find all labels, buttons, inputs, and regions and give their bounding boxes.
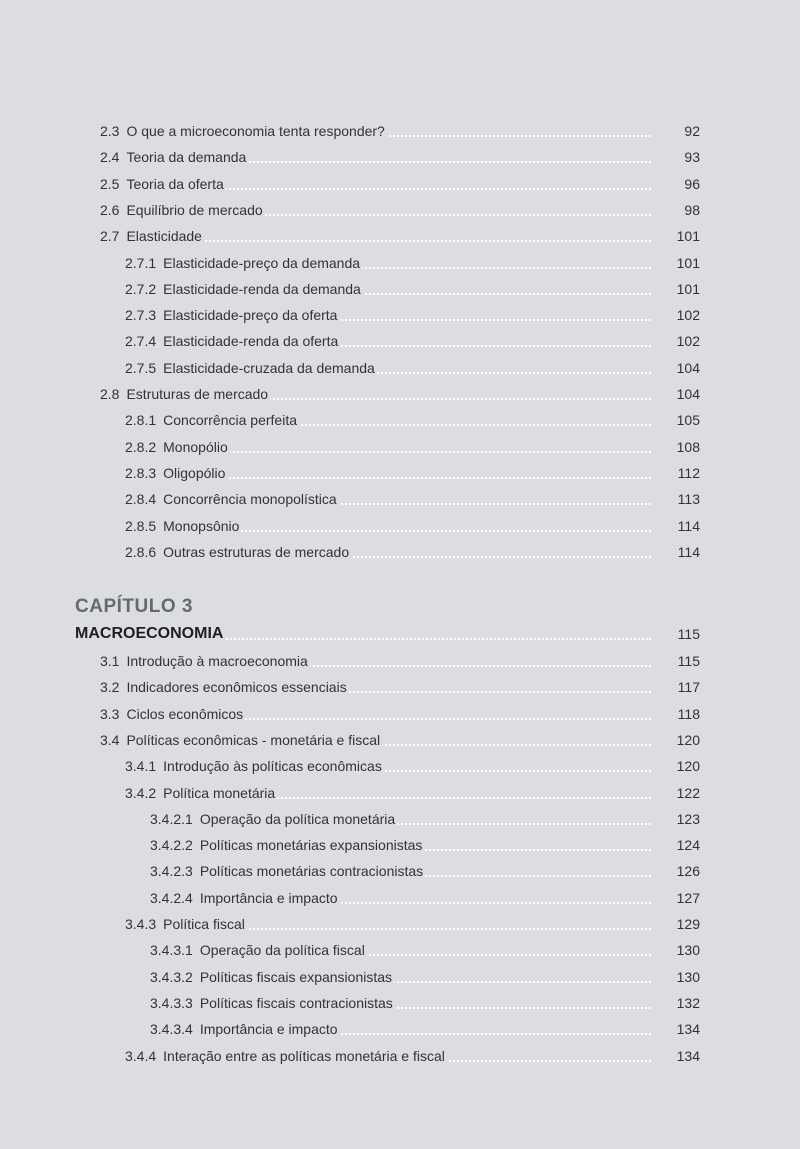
section-number: 3.4.2.4 bbox=[150, 889, 193, 906]
toc-entry-label bbox=[125, 488, 339, 510]
page-number: 132 bbox=[676, 994, 700, 1011]
section-title: Elasticidade-preço da demanda bbox=[163, 254, 361, 271]
section-title: Introdução às políticas econômicas bbox=[163, 758, 382, 775]
chapter-label: CAPÍTULO 3 bbox=[75, 596, 193, 617]
page-number: 98 bbox=[684, 201, 700, 218]
section-number: 2.4 bbox=[100, 149, 120, 166]
page-number: 101 bbox=[676, 254, 700, 271]
toc-entry[interactable] bbox=[0, 304, 800, 326]
section-number: 2.8.5 bbox=[125, 517, 157, 534]
section-number: 3.4.2.3 bbox=[150, 863, 193, 880]
toc-entry[interactable] bbox=[0, 676, 800, 698]
toc-entry[interactable] bbox=[0, 703, 800, 725]
toc-entry-label bbox=[150, 966, 394, 988]
toc-entry[interactable] bbox=[0, 252, 800, 274]
section-number: 2.8.2 bbox=[125, 438, 157, 455]
toc-entry-label bbox=[125, 515, 241, 537]
page-number: 101 bbox=[676, 228, 700, 245]
page-number: 105 bbox=[676, 412, 700, 429]
toc-entry-label bbox=[125, 278, 363, 300]
toc-entry[interactable] bbox=[0, 278, 800, 300]
page-number: 92 bbox=[684, 123, 700, 139]
toc-entry-label bbox=[100, 729, 382, 751]
page-number: 102 bbox=[676, 307, 700, 324]
toc-entry[interactable] bbox=[0, 330, 800, 352]
toc-entry[interactable] bbox=[0, 782, 800, 804]
toc-entry[interactable] bbox=[0, 1018, 800, 1040]
section-number: 3.4.2 bbox=[125, 784, 157, 801]
page-number: 134 bbox=[676, 1021, 700, 1038]
section-title: Políticas monetárias contracionistas bbox=[199, 863, 424, 880]
toc-entry[interactable] bbox=[0, 225, 800, 247]
toc-entry[interactable] bbox=[0, 834, 800, 856]
section-title: Políticas monetárias expansionistas bbox=[199, 837, 423, 854]
toc-entry-label bbox=[150, 1018, 340, 1040]
toc-entry[interactable] bbox=[0, 409, 800, 431]
section-title: Teoria da demanda bbox=[126, 149, 247, 166]
toc-entry[interactable] bbox=[0, 462, 800, 484]
section-number: 3.4.4 bbox=[125, 1047, 157, 1064]
toc-entry-label bbox=[125, 357, 377, 379]
toc-entry[interactable] bbox=[0, 1045, 800, 1067]
section-number: 2.5 bbox=[100, 175, 120, 192]
section-title: Introdução à macroeconomia bbox=[126, 653, 308, 669]
page-number: 112 bbox=[677, 464, 700, 481]
page-number: 134 bbox=[676, 1047, 700, 1064]
section-number: 2.8 bbox=[100, 386, 120, 402]
toc-entry[interactable] bbox=[0, 755, 800, 777]
toc-entry[interactable] bbox=[0, 173, 800, 195]
section-title: Concorrência monopolística bbox=[163, 491, 337, 508]
section-title: Elasticidade-renda da demanda bbox=[163, 280, 361, 297]
toc-entry-label bbox=[100, 676, 349, 698]
section-number: 2.7.2 bbox=[125, 280, 157, 297]
toc-entry-label bbox=[125, 913, 247, 935]
page-number: 114 bbox=[677, 517, 700, 534]
toc-entry[interactable] bbox=[0, 383, 800, 405]
section-title: Estruturas de mercado bbox=[126, 386, 269, 402]
toc-entry-label bbox=[125, 782, 277, 804]
section-title: Política monetária bbox=[163, 784, 276, 801]
section-number: 2.7 bbox=[100, 228, 120, 245]
section-title: Operação da política monetária bbox=[199, 810, 396, 827]
section-title: Políticas fiscais expansionistas bbox=[199, 968, 393, 985]
section-number: 3.4.3.2 bbox=[150, 968, 193, 985]
section-number: 2.8.4 bbox=[125, 491, 157, 508]
toc-entry[interactable] bbox=[0, 913, 800, 935]
toc-entry-label bbox=[125, 409, 299, 431]
section-title: Monopsônio bbox=[163, 517, 240, 534]
toc-entry-label bbox=[100, 199, 265, 221]
section-title: Importância e impacto bbox=[199, 1021, 338, 1038]
toc-entry-label bbox=[100, 120, 387, 142]
page-number: 130 bbox=[676, 942, 700, 959]
section-number: 3.4.3.4 bbox=[150, 1021, 193, 1038]
toc-entry[interactable] bbox=[0, 729, 800, 751]
section-title: Outras estruturas de mercado bbox=[163, 543, 350, 560]
section-title: Teoria da oferta bbox=[126, 175, 224, 192]
section-number: 3.4.3 bbox=[125, 916, 157, 932]
toc-entry-label bbox=[100, 650, 310, 672]
page-number: 124 bbox=[676, 837, 700, 854]
page-number: 120 bbox=[676, 731, 700, 748]
toc-entry-label bbox=[150, 860, 425, 882]
page-number: 96 bbox=[684, 175, 700, 192]
section-number: 2.6 bbox=[100, 201, 120, 218]
toc-entry[interactable] bbox=[0, 808, 800, 830]
page-number: 114 bbox=[677, 543, 700, 560]
toc-entry-label bbox=[150, 887, 340, 909]
page-number: 130 bbox=[676, 968, 700, 985]
section-number: 2.3 bbox=[100, 123, 120, 139]
section-title: Políticas fiscais contracionistas bbox=[199, 994, 393, 1011]
section-title: Monopólio bbox=[163, 438, 228, 455]
page-number: 120 bbox=[676, 758, 700, 775]
section-number: 3.4.2.1 bbox=[150, 810, 193, 827]
page-number: 101 bbox=[676, 280, 700, 297]
page-number: 123 bbox=[676, 810, 700, 827]
page-number: 126 bbox=[676, 863, 700, 880]
section-number: 3.4 bbox=[100, 731, 120, 748]
section-title: Política fiscal bbox=[163, 916, 245, 932]
toc-entry-label bbox=[100, 173, 226, 195]
section-title: Ciclos econômicos bbox=[126, 705, 244, 722]
toc-entry-label bbox=[125, 541, 351, 563]
section-title: Operação da política fiscal bbox=[199, 942, 365, 959]
toc-entry[interactable] bbox=[0, 966, 800, 988]
section-number: 2.8.6 bbox=[125, 543, 157, 560]
toc-entry[interactable] bbox=[0, 357, 800, 379]
toc-entry-label bbox=[125, 755, 384, 777]
section-title: Elasticidade bbox=[126, 228, 202, 245]
toc-entry[interactable] bbox=[0, 436, 800, 458]
toc-entry[interactable] bbox=[0, 939, 800, 961]
section-number: 2.7.5 bbox=[125, 359, 157, 376]
section-title: Indicadores econômicos essenciais bbox=[126, 679, 347, 696]
section-title: Importância e impacto bbox=[199, 889, 338, 906]
section-number: 2.8.1 bbox=[125, 412, 157, 429]
section-title: Oligopólio bbox=[163, 464, 226, 481]
page-number: 127 bbox=[676, 889, 700, 906]
toc-entry-label bbox=[150, 834, 424, 856]
page-number: 122 bbox=[676, 784, 700, 801]
toc-entry-label bbox=[150, 808, 397, 830]
toc-entry-label bbox=[100, 383, 270, 405]
toc-entry-label bbox=[100, 146, 248, 168]
page-number: 115 bbox=[677, 653, 700, 669]
toc-entry[interactable] bbox=[0, 120, 800, 142]
page-number: 117 bbox=[677, 679, 700, 696]
toc-entry[interactable] bbox=[0, 887, 800, 909]
toc-entry-label bbox=[100, 225, 204, 247]
page-number: 118 bbox=[677, 705, 700, 722]
toc-entry-label bbox=[125, 1045, 447, 1067]
toc-entry-label bbox=[100, 703, 245, 725]
section-number: 2.8.3 bbox=[125, 464, 157, 481]
section-title: Elasticidade-preço da oferta bbox=[163, 307, 338, 324]
section-title: O que a microeconomia tenta responder? bbox=[126, 123, 385, 139]
toc-entry[interactable] bbox=[0, 650, 800, 672]
toc-entry[interactable] bbox=[0, 541, 800, 563]
section-number: 2.7.3 bbox=[125, 307, 157, 324]
chapter-title: MACROECONOMIA bbox=[75, 623, 225, 645]
chapter-page-number: 115 bbox=[677, 626, 700, 642]
section-number: 3.3 bbox=[100, 705, 120, 722]
toc-entry[interactable] bbox=[0, 146, 800, 168]
section-title: Políticas econômicas - monetária e fiscal bbox=[126, 731, 381, 748]
page-number: 129 bbox=[676, 916, 700, 932]
section-title: Elasticidade-cruzada da demanda bbox=[163, 359, 375, 376]
section-title: Elasticidade-renda da oferta bbox=[163, 333, 339, 350]
section-title: Equilíbrio de mercado bbox=[126, 201, 263, 218]
page-number: 93 bbox=[684, 149, 700, 166]
section-title: Concorrência perfeita bbox=[163, 412, 297, 429]
section-number: 3.4.3.3 bbox=[150, 994, 193, 1011]
page-number: 108 bbox=[676, 438, 700, 455]
toc-entry[interactable] bbox=[0, 992, 800, 1014]
toc-entry-label bbox=[125, 252, 362, 274]
section-number: 3.2 bbox=[100, 679, 120, 696]
section-number: 3.4.1 bbox=[125, 758, 157, 775]
toc-entry[interactable] bbox=[0, 515, 800, 537]
page-number: 102 bbox=[676, 333, 700, 350]
chapter-entry[interactable] bbox=[0, 623, 800, 645]
toc-entry-label bbox=[150, 939, 367, 961]
toc-entry[interactable] bbox=[0, 199, 800, 221]
toc-entry-label bbox=[125, 304, 339, 326]
toc-entry-label bbox=[125, 462, 227, 484]
page-number: 104 bbox=[676, 359, 700, 376]
section-number: 2.7.1 bbox=[125, 254, 157, 271]
toc-entry-label bbox=[125, 330, 340, 352]
toc-entry[interactable] bbox=[0, 488, 800, 510]
page-number: 113 bbox=[677, 491, 700, 508]
section-number: 3.1 bbox=[100, 653, 120, 669]
section-title: Interação entre as políticas monetária e fiscal bbox=[163, 1047, 445, 1064]
toc-entry-label bbox=[150, 992, 395, 1014]
section-number: 3.4.2.2 bbox=[150, 837, 193, 854]
toc-entry[interactable] bbox=[0, 860, 800, 882]
section-number: 2.7.4 bbox=[125, 333, 157, 350]
page-number: 104 bbox=[676, 386, 700, 402]
toc-entry-label bbox=[125, 436, 230, 458]
section-number: 3.4.3.1 bbox=[150, 942, 193, 959]
